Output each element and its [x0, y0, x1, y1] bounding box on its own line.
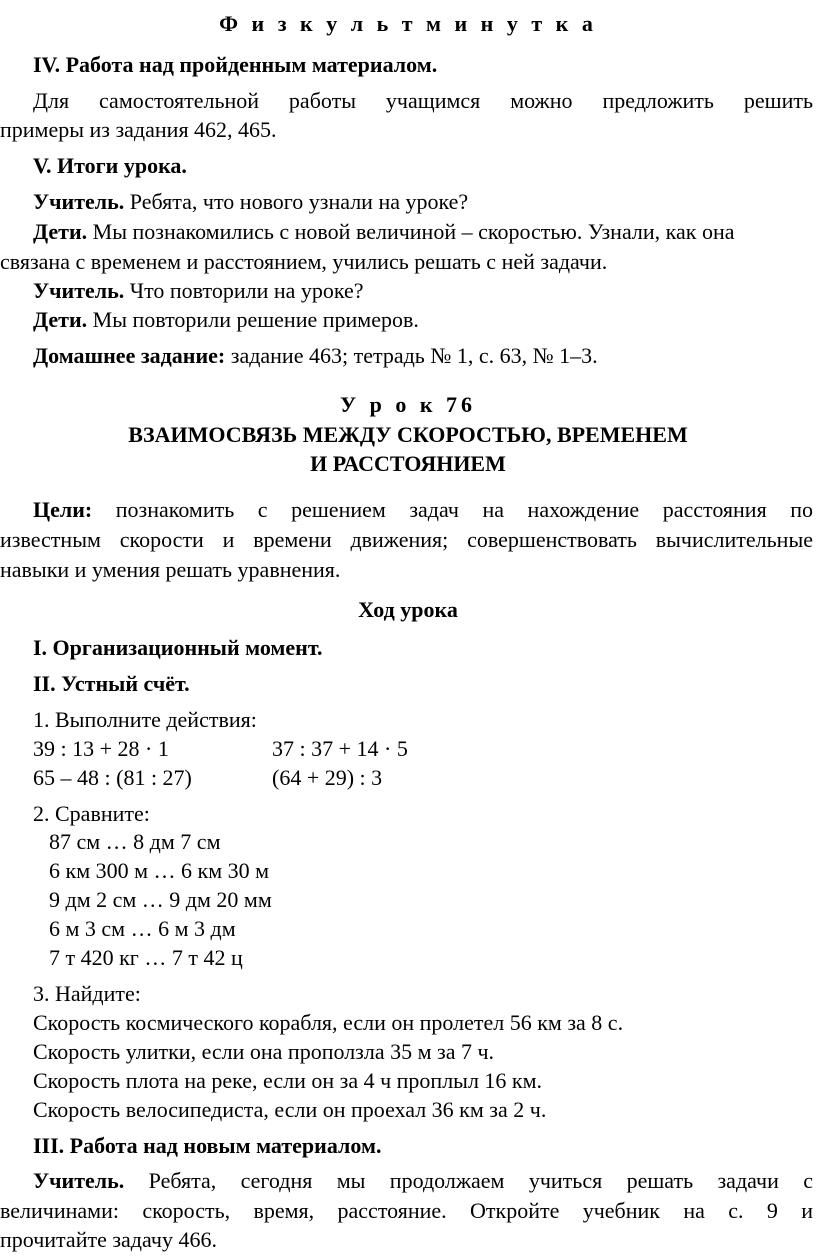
course-title: [0, 597, 816, 623]
dialog-line-3: связана с временем и расстоянием, учились решать с ней задачи.: [0, 249, 608, 274]
dialog-line-5: [33, 307, 419, 333]
task-2-item: 9 дм 2 см … 9 дм 20 мм: [49, 887, 272, 912]
goals-line-1: [33, 497, 813, 523]
task-3-item: Скорость плота на реке, если он за 4 ч проплыл 16 км.: [33, 1068, 543, 1093]
section-3-title: [33, 1133, 381, 1159]
final-text: Ребята, сегодня мы продолжаем учиться решать задачи с: [124, 1168, 813, 1193]
goals-line-3: навыки и умения решать уравнения.: [0, 557, 341, 582]
section-4-line-1: Для самостоятельной работы учащимся можно предложить решить: [33, 88, 813, 113]
section-1-title: [33, 635, 323, 661]
speaker-teacher: Учитель.: [33, 1168, 125, 1193]
task-2-item: 6 м 3 см … 6 м 3 дм: [49, 916, 236, 941]
final-line-1: [33, 1168, 813, 1194]
task-3-item: Скорость улитки, если она проползла 35 м за 7 ч.: [33, 1039, 495, 1064]
dialog-line-4: [33, 278, 364, 304]
task-1-title: 1. Выполните действия:: [33, 707, 257, 732]
fizkultminutka-text: Ф и з к у л ь т м и н у т к а: [219, 11, 597, 36]
dialog-text: Что повторили на уроке?: [124, 278, 364, 303]
dialog-text: Мы познакомились с новой величиной – скоростью. Узнали, как она: [87, 219, 735, 244]
section-5-title-text: V. Итоги урока.: [33, 153, 187, 178]
task-3-item: Скорость космического корабля, если он пролетел 56 км за 8 с.: [33, 1010, 624, 1035]
section-3-title-text: III. Работа над новым материалом.: [33, 1133, 382, 1158]
goals-line-2: известным скорости и времени движения; совершенствовать вычислительные: [0, 527, 813, 552]
task-1-expr: (64 + 29) : 3: [272, 765, 383, 790]
section-1-title-text: I. Организационный момент.: [33, 635, 323, 660]
dialog-text: Мы повторили решение примеров.: [87, 307, 419, 332]
final-line-2: величинами: скорость, время, расстояние. Откройте учебник на с. 9 и: [0, 1198, 813, 1223]
task-2-item: 6 км 300 м … 6 км 30 м: [49, 858, 270, 883]
task-2-title: 2. Сравните:: [33, 801, 150, 826]
task-3-item: Скорость велосипедиста, если он проехал 36 км за 2 ч.: [33, 1097, 547, 1122]
homework-line: [33, 343, 598, 369]
section-4-title: [33, 52, 437, 78]
goals-text: познакомить с решением задач на нахождение расстояния по: [92, 497, 813, 522]
dialog-text: Ребята, что нового узнали на уроке?: [124, 189, 469, 214]
lesson-number: [0, 392, 816, 418]
final-line-3: прочитайте задачу 466.: [0, 1227, 217, 1252]
lesson-title-line-2: [0, 451, 816, 477]
goals-label: Цели:: [33, 497, 93, 522]
task-2-item: 7 т 420 кг … 7 т 42 ц: [49, 945, 243, 970]
section-2-title: [33, 671, 190, 697]
task-1-expr: 37 : 37 + 14 · 5: [272, 736, 408, 761]
section-2-title-text: II. Устный счёт.: [33, 671, 190, 696]
lesson-title-text-2: И РАССТОЯНИЕМ: [310, 451, 506, 476]
speaker-teacher: Учитель.: [33, 278, 125, 303]
course-title-text: Ход урока: [358, 597, 458, 622]
task-2-item: 87 см … 8 дм 7 см: [49, 829, 221, 854]
speaker-teacher: Учитель.: [33, 189, 125, 214]
speaker-children: Дети.: [33, 219, 88, 244]
homework-text: задание 463; тетрадь № 1, с. 63, № 1–3.: [225, 343, 598, 368]
dialog-line-1: [33, 189, 468, 215]
fizkultminutka-heading: [0, 11, 816, 37]
task-1-expr: 39 : 13 + 28 · 1: [33, 736, 169, 761]
section-4-line-2: примеры из задания 462, 465.: [0, 117, 277, 142]
lesson-title-line-1: [0, 422, 816, 448]
section-5-title: [33, 153, 187, 179]
task-3-title: 3. Найдите:: [33, 981, 141, 1006]
dialog-line-2: [33, 219, 813, 245]
homework-label: Домашнее задание:: [33, 343, 226, 368]
lesson-number-text: У р о к 76: [339, 392, 477, 417]
speaker-children: Дети.: [33, 307, 88, 332]
task-1-expr: 65 – 48 : (81 : 27): [33, 765, 192, 790]
lesson-title-text-1: ВЗАИМОСВЯЗЬ МЕЖДУ СКОРОСТЬЮ, ВРЕМЕНЕМ: [128, 422, 688, 447]
section-4-title-text: IV. Работа над пройденным материалом.: [33, 52, 438, 77]
